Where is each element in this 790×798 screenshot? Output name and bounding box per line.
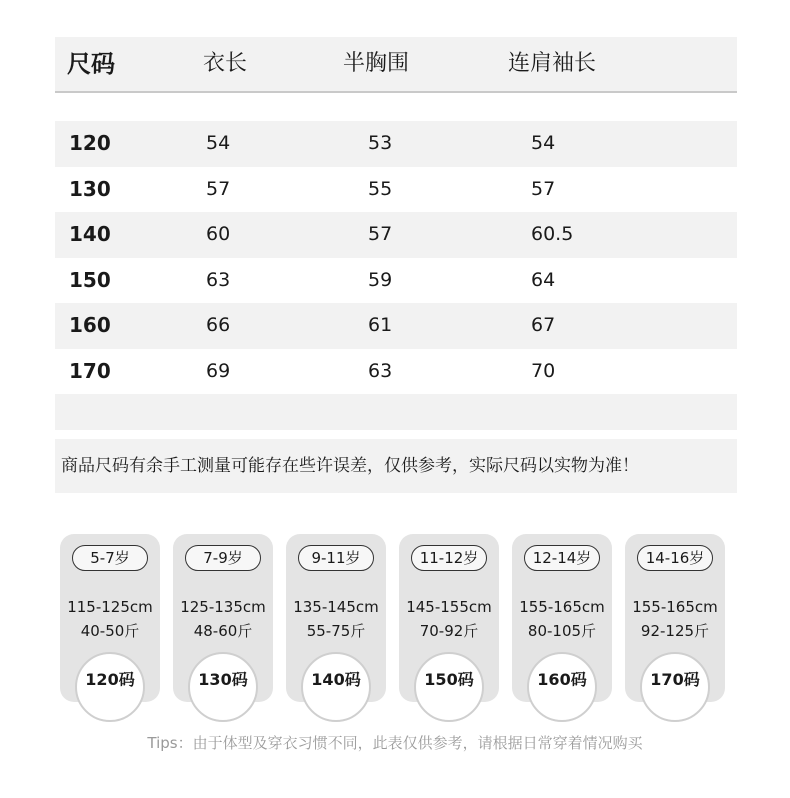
age-pill: 9-11岁	[298, 545, 374, 571]
cell-half-chest: 57	[368, 223, 393, 245]
cell-length: 57	[206, 177, 231, 200]
weight-range: 70-92斤	[419, 622, 479, 640]
height-range: 155-165cm	[519, 598, 605, 616]
cell-size: 120	[69, 131, 111, 155]
table-row	[55, 121, 737, 167]
cell-sleeve-length: 70	[531, 359, 556, 382]
age-size-cards	[60, 534, 730, 704]
header-sleeve-length: 连肩袖长	[508, 51, 597, 76]
cell-sleeve-length: 57	[531, 177, 556, 200]
size-table	[55, 37, 737, 430]
weight-range: 55-75斤	[306, 622, 366, 640]
age-card	[399, 534, 499, 702]
cell-sleeve-length: 64	[531, 268, 556, 291]
cell-size: 160	[69, 313, 111, 337]
cell-half-chest: 53	[368, 132, 393, 154]
header-half-chest: 半胸围	[343, 51, 410, 76]
cell-half-chest: 59	[368, 268, 393, 291]
tips-text: Tips：由于体型及穿衣习惯不同，此表仅供参考，请根据日常穿着情况购买	[147, 734, 643, 752]
table-blank-row	[55, 394, 737, 430]
size-code: 170码	[650, 670, 700, 689]
cell-length: 69	[206, 359, 231, 382]
table-row	[55, 303, 737, 349]
cell-length: 54	[206, 132, 231, 154]
cell-half-chest: 63	[368, 359, 393, 382]
header-size: 尺码	[67, 50, 115, 78]
header-length: 衣长	[203, 51, 248, 76]
age-card	[173, 534, 273, 702]
height-range: 145-155cm	[406, 598, 492, 616]
table-row	[55, 167, 737, 213]
age-pill: 14-16岁	[637, 545, 713, 571]
table-header	[55, 37, 737, 93]
cell-size: 150	[69, 267, 111, 292]
cell-size: 140	[69, 222, 111, 246]
measurement-note: 商品尺码有余手工测量可能存在些许误差，仅供参考，实际尺码以实物为准！	[55, 439, 737, 493]
cell-length: 63	[206, 268, 231, 291]
age-card	[286, 534, 386, 702]
table-row	[55, 258, 737, 304]
size-code: 150码	[424, 670, 474, 689]
height-range: 135-145cm	[293, 598, 379, 616]
table-row	[55, 349, 737, 395]
size-code: 130码	[198, 670, 248, 689]
age-pill: 7-9岁	[185, 545, 261, 571]
table-spacer	[55, 93, 737, 121]
age-card	[60, 534, 160, 702]
size-code: 120码	[85, 670, 135, 689]
cell-length: 60	[206, 223, 231, 245]
cell-sleeve-length: 67	[531, 314, 556, 336]
table-row	[55, 212, 737, 258]
cell-size: 130	[69, 176, 111, 201]
age-pill: 12-14岁	[524, 545, 600, 571]
age-pill: 11-12岁	[411, 545, 487, 571]
cell-size: 170	[69, 358, 111, 383]
age-card	[625, 534, 725, 702]
age-card	[512, 534, 612, 702]
weight-range: 92-125斤	[640, 622, 710, 640]
cell-sleeve-length: 54	[531, 132, 556, 154]
weight-range: 48-60斤	[193, 622, 253, 640]
cell-sleeve-length: 60.5	[531, 223, 574, 245]
age-pill: 5-7岁	[72, 545, 148, 571]
height-range: 155-165cm	[632, 598, 718, 616]
cell-half-chest: 61	[368, 314, 393, 336]
weight-range: 80-105斤	[527, 622, 597, 640]
size-code: 160码	[537, 670, 587, 689]
height-range: 125-135cm	[180, 598, 266, 616]
cell-length: 66	[206, 314, 231, 336]
height-range: 115-125cm	[67, 598, 153, 616]
weight-range: 40-50斤	[80, 622, 140, 640]
cell-half-chest: 55	[368, 177, 393, 200]
size-code: 140码	[311, 670, 361, 689]
